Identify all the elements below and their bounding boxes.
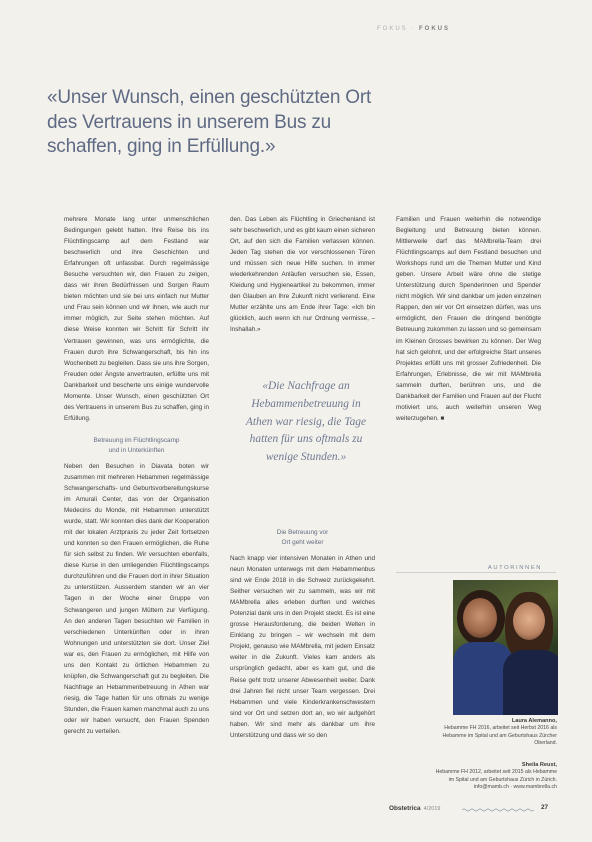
photo-person-2-face	[513, 602, 545, 640]
photo-person-1-face	[463, 598, 497, 638]
author-2-contact: info@mamb.ch · www.mambrella.ch	[473, 784, 557, 791]
footer-issue: 4/2019	[423, 806, 441, 812]
pull-quote: «Die Nachfrage an Hebammenbetreuung in Athen war riesig, die Tage hatten für uns oftmals zu wenige Stunden.»	[245, 380, 367, 464]
col2-subheading-line1: Die Betreuung vor	[276, 529, 329, 536]
author-1-bio	[430, 718, 557, 748]
col1-paragraph-1: mehrere Monate lang unter unmenschlichen Bedingungen gelebt hatten. Ihre Reise bis ins Flüchtlingscamp auf dem Festland war beschwerlich und ihre Geschichten und Erfahrungen oft unfassbar. Durch regelmässige Besuche versuchten wir, den Frauen zu zeigen, dass wir ihren Bedürfnissen und Sorgen Raum bieten möchten und sie bei uns einfach nur Mutter und Frau sein können und wir ihnen, wie auch nur immer möglich, zur Seite stehen möchten. Auf diese Weise konnten wir Schritt für Schritt ihr Vertrauen gewinnen, was uns ermöglichte, die Frauen durch ihre Schwangerschaft, bis hin ins Wochenbett zu begleiten. Dass sie uns ihre Sorgen, Freuden oder Ängste anvertrauten, erfüllte uns mit Dankbarkeit und bescherte uns einige wundervolle Momente. Unser Wunsch, einen geschützten Ort des Vertrauens in unserem Bus zu schaffen, ging in Erfüllung.	[64, 216, 209, 422]
headline-quote: «Unser Wunsch, einen geschützten Ort des Vertrauens in unserem Bus zu schaffen, ging in Erfüllung.»	[47, 87, 372, 157]
col1-subheading-line1: Betreuung im Flüchtlingscamp	[93, 436, 180, 444]
photo-person-2-body	[503, 650, 558, 715]
footer-wave-decoration	[462, 808, 534, 812]
author-2-name: Sheila Reust,	[521, 762, 557, 768]
col2-paragraph-1: den. Das Leben als Flüchtling in Griechenland ist sehr beschwerlich, und es gibt kaum einen sicheren Ort, auf den sich die Familien verlassen können. Jeden Tag stehen die vor verschlossenen Türen und müssen sich neue Hilfe suchen. In immer wiederkehrenden Anläufen versuchen sie, Essen, Kleidung und Hygieneartikel zu bekommen, immer den Glauben an Ihre Zukunft nicht verlierend. Eine Mutter erzählte uns am Ende ihrer Tage: «Ich bin glücklich, auch wenn ich nur Ordnung vermisse, – Inshallah.»	[230, 216, 375, 334]
text-column-3	[396, 214, 541, 424]
col1-subheading	[64, 436, 209, 456]
authors-label: AUTORINNEN	[487, 565, 543, 571]
col2-paragraph-2: Nach knapp vier intensiven Monaten in Athen und neun Monaten unterwegs mit dem Hebammenbus sind wir Ende 2018 in die Schweiz zurückgekehrt. Seither versuchen wir zu sammeln, was wir mit MAMbrella alles erleben durften und welches Potenzial dank uns in den Projekt steckt. Es ist eine grosse Herausforderung, die beiden Welten in Einklang zu bringen – wir wechseln mit dem Projekt, genauso wie MAMbrella, mit jedem Einsatz weiter in die Zukunft. Vieles kam anders als ursprünglich gedacht, aber es kam gut, und die Reise geht trotz unserer Abwesenheit weiter. Dank drei Jahren fiel nicht unser Team vergessen. Drei Hebammen und viele Kinderkrankenschwestern sind vor Ort und setzen dort an, wo wir aufgehört haben. Wir sind mehr als dankbar um ihre Unterstützung und dass wir so den	[230, 555, 375, 739]
page-number: 27	[541, 804, 549, 811]
authors-divider	[396, 572, 556, 573]
col2-subheading	[230, 528, 375, 548]
text-column-2-lower	[230, 528, 375, 741]
footer-journal-name: Obstetrica	[389, 805, 421, 812]
section-label-current: FOKUS	[419, 26, 450, 32]
col1-subheading-line2: und in Unterkünften	[108, 446, 165, 454]
col2-subheading-line2: Ort geht weiter	[281, 539, 324, 546]
author-2-description: Hebamme FH 2012, arbeitet seit 2015 als Hebamme im Spital und am Geburtshaus Zürich in Zürich.	[435, 769, 557, 783]
author-2-bio	[430, 762, 557, 792]
authors-photo	[453, 580, 558, 715]
author-1-description: Hebamme FH 2016, arbeitet seit Herbst 2016 als Hebamme im Spital und am Geburtshaus Zürcher Oberland.	[442, 725, 557, 747]
text-column-2	[230, 214, 375, 336]
text-column-1	[64, 214, 209, 737]
col1-paragraph-2: Neben den Besuchen in Diavata boten wir zusammen mit mehreren Hebammen regelmässige Schwangerschafts- und Geburtsvorbereitungskurse im Amurali Center, das von der Organisation Medecins du Monde, mit Hebammen unterstützt wurde, statt. Wir konnten dies dank der Kooperation mit der lokalen Arztpraxis zu jeder Zeit fortsetzen und konnten so den Frauen ermöglichen, die Ruhe für sich selbst zu finden. Wir versuchten ebenfalls, diese Kurse in den umliegenden Flüchtlingscamps durchzuführen und die Frauen dort in ihrer Situation zu unterstützen. Ausserdem standen wir an vier Tagen in der Woche einer Gruppe von Schwangeren und jungen Müttern zur Verfügung. An den anderen Tagen besuchten wir Familien in verschiedenen Unterkünften oder in ihren Wohnungen und unterstützten sie dort. Unser Ziel war es, den Frauen zu ermöglichen, mit Hilfe von uns den Kontakt zu örtlichen Hebammen zu knüpfen, die Schwangerschaft gut zu begleiten. Die Nachfrage an Hebammenbetreuung in Athen war riesig, die Tage hatten für uns oftmals zu wenige Stunden, die Frauen kamen manchmal auch zu uns oder wir haben versucht, den Frauen Spenden gerecht zu verteilen.	[64, 462, 209, 736]
footer-journal	[389, 805, 440, 812]
section-header	[350, 26, 450, 32]
author-1-name: Laura Alemanno,	[511, 718, 557, 724]
section-label-left: FOKUS	[376, 26, 408, 32]
col3-paragraph-1: Familien und Frauen weiterhin die notwendige Begleitung und Betreuung bieten können. Mittlerweile darf das MAMbrella-Team drei Flüchtlingscamps auf dem Festland besuchen und Workshops rund um die Themen Mutter und Kind geben. Unsere Arbeit wäre ohne die stetige Unterstützung durch Spenderinnen und Spender nicht möglich. Wir sind dankbar um jeden einzelnen Rappen, den wir vor Ort einsetzen dürfen, was uns ermöglicht, den Frauen die dringend benötigte Betreuung zukommen zu lassen und so gemeinsam im Kleinen Grosses bewirken zu können. Der Weg hat sich gelohnt, und der erfolgreiche Start unseres Projektes erfüllt uns mit grosser Zufriedenheit. Die Erfahrungen, Erlebnisse, die wir mit MAMbrella sammeln durften, berühren uns, und die Dankbarkeit der Familien und Frauen auf der Flucht motiviert uns, auch weiterhin unseren Weg weiterzugehen. ■	[396, 216, 541, 422]
section-separator: ·	[411, 26, 416, 32]
